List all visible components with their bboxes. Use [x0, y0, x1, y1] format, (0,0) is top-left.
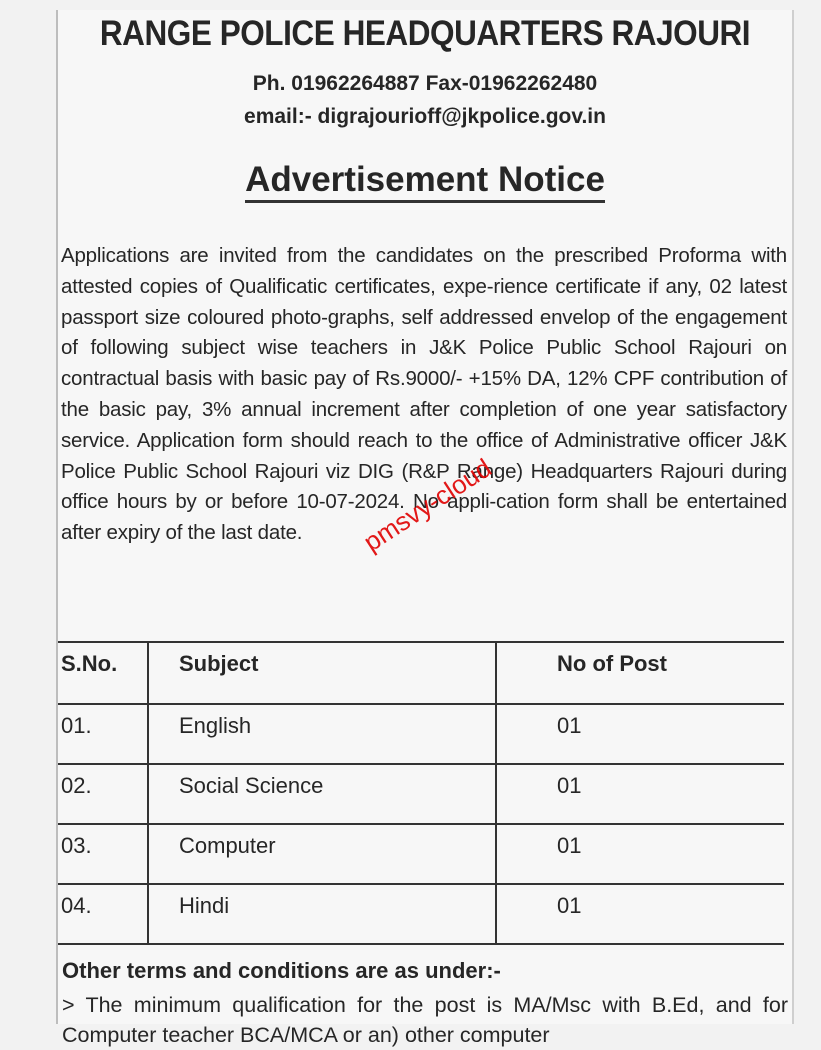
notice-heading-text: Advertisement Notice — [245, 160, 605, 203]
table-row — [58, 764, 784, 824]
posts-table — [58, 641, 784, 945]
email-line: email:- digrajourioff@jkpolice.gov.in — [244, 105, 606, 128]
terms-heading: Other terms and conditions are as under:- — [62, 958, 501, 983]
cell-posts: 01 — [496, 824, 784, 884]
cell-posts: 01 — [496, 704, 784, 764]
cell-subject: English — [148, 704, 496, 764]
cell-posts: 01 — [496, 764, 784, 824]
col-header-posts: No of Post — [496, 642, 784, 704]
notice-body: Applications are invited from the candidates on the prescribed Proforma with attested copies of Qualificatic certificates, expe-rience certificate if any, 02 latest passport size coloured photo-graphs, self addressed envelop of the engagement of following subject wise teachers in J&K Police Public School Rajouri on contractual basis with basic pay of Rs.9000/- +15% DA, 12% CPF contribution of the basic pay, 3% annual increment after completion of one year satisfactory service. Application form should reach to the office of Administrative officer J&K Police Public School Rajouri viz DIG (R&P Range) Headquarters Rajouri during office hours by or before 10-07-2024. No appli-cation form shall be entertained after expiry of the last date. — [61, 244, 787, 545]
cell-sno: 02. — [58, 764, 148, 824]
notice-heading — [58, 160, 792, 200]
cell-subject: Computer — [148, 824, 496, 884]
cell-sno: 04. — [58, 884, 148, 944]
phone-fax-line: Ph. 01962264887 Fax-01962262480 — [252, 72, 598, 95]
cell-subject: Social Science — [148, 764, 496, 824]
table-header-row — [58, 642, 784, 704]
col-header-subject: Subject — [148, 642, 496, 704]
office-title: RANGE POLICE HEADQUARTERS RAJOURI — [99, 14, 751, 53]
cell-subject: Hindi — [148, 884, 496, 944]
col-header-sno: S.No. — [58, 642, 148, 704]
terms-line: > The minimum qualification for the post is MA/Msc with B.Ed, and for Computer teacher BCA/MCA or an) other computer — [62, 993, 788, 1047]
cell-posts: 01 — [496, 884, 784, 944]
watermark: pmsvy-cloud — [358, 452, 497, 558]
table-row — [58, 884, 784, 944]
cell-sno: 03. — [58, 824, 148, 884]
notice-page — [56, 10, 794, 1047]
cell-sno: 01. — [58, 704, 148, 764]
table-row — [58, 704, 784, 764]
table-row — [58, 824, 784, 884]
